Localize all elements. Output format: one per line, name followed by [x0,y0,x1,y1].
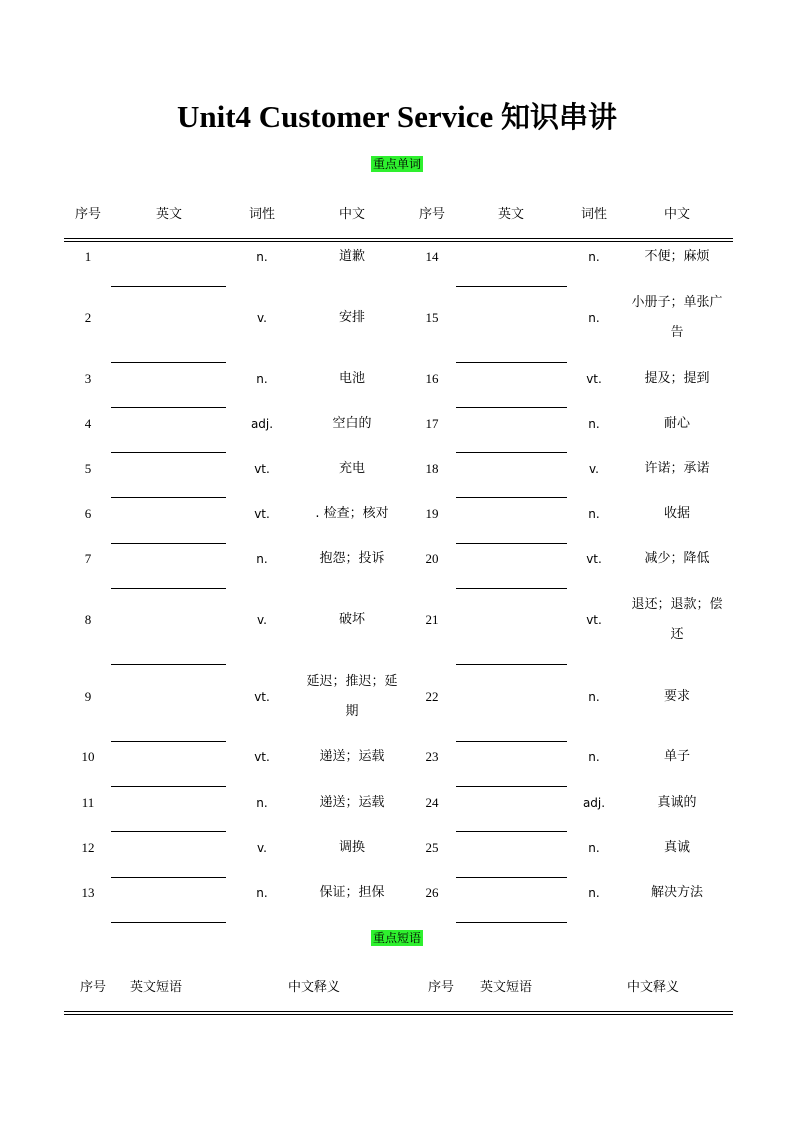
word-chinese-meaning-line: 递送；运载 [319,795,385,810]
english-answer-blank[interactable] [111,452,226,453]
word-chinese-meaning-line: 要求 [663,689,691,704]
word-part-of-speech: n. [588,690,600,704]
word-part-of-speech: adj. [582,796,606,810]
word-chinese-meaning-line: 耐心 [663,416,691,431]
word-number: 23 [425,749,439,764]
header-part-of-speech: 词性 [580,207,608,222]
word-chinese-meaning-line: 充电 [338,461,366,476]
word-part-of-speech: n. [588,886,600,900]
word-part-of-speech: n. [588,750,600,764]
word-chinese-meaning [319,742,384,772]
word-chinese-meaning-line: 减少；降低 [644,551,710,566]
english-answer-blank[interactable] [456,831,567,832]
word-part-of-speech: n. [588,417,600,431]
word-chinese-meaning [339,833,365,863]
word-chinese-meaning-line: 解决方法 [650,885,704,900]
word-part-of-speech: v. [257,841,267,855]
word-chinese-meaning-line: 许诺；承诺 [644,461,710,476]
word-chinese-meaning-line: . 检查；核对 [315,506,389,521]
word-chinese-meaning-line: 调换 [338,840,366,855]
word-part-of-speech: vt. [254,507,270,521]
word-number: 11 [81,795,95,810]
word-chinese-meaning-line: 真诚 [663,840,691,855]
word-number: 5 [84,461,92,476]
word-chinese-meaning [339,303,365,333]
word-chinese-meaning-line: 保证；担保 [319,885,385,900]
english-answer-blank[interactable] [111,741,226,742]
word-chinese-meaning-line: 真诚的 [657,795,697,810]
word-chinese-meaning [664,833,690,863]
header-number: 序号 [79,980,107,995]
english-answer-blank[interactable] [111,407,226,408]
header-english-phrase: 英文短语 [129,980,183,995]
word-number: 2 [84,310,92,325]
english-answer-blank[interactable] [111,831,226,832]
word-chinese-meaning [315,499,388,529]
english-answer-blank[interactable] [456,877,567,878]
word-number: 4 [84,416,92,431]
word-chinese-meaning [664,682,690,712]
word-number: 25 [425,840,439,855]
english-answer-blank[interactable] [111,664,226,665]
header-chinese: 中文 [663,207,691,222]
word-number: 13 [81,885,95,900]
word-chinese-meaning-line: 抱怨；投诉 [319,551,385,566]
word-chinese-meaning-line: 期 [345,704,359,719]
word-number: 17 [425,416,439,431]
word-part-of-speech: adj. [250,417,274,431]
word-part-of-speech: v. [257,613,267,627]
word-chinese-meaning [339,605,365,635]
word-chinese-meaning-line: 安排 [338,310,366,325]
page-title [0,95,794,136]
word-number: 15 [425,310,439,325]
word-part-of-speech: vt. [254,750,270,764]
word-number: 22 [425,689,439,704]
word-chinese-meaning-line: 道歉 [338,249,366,264]
word-number: 7 [84,551,92,566]
header-number: 序号 [418,207,446,222]
word-chinese-meaning-line: 告 [670,325,684,340]
word-chinese-meaning-line: 递送；运载 [319,749,385,764]
word-part-of-speech: n. [588,311,600,325]
english-answer-blank[interactable] [111,362,226,363]
word-chinese-meaning-line: 小册子；单张广 [631,295,723,310]
english-answer-blank[interactable] [111,877,226,878]
title-english: Unit4 Customer Service [176,99,494,134]
word-part-of-speech: v. [589,462,599,476]
word-chinese-meaning [306,667,397,727]
word-part-of-speech: vt. [586,372,602,386]
table-rule [64,1011,733,1012]
word-chinese-meaning [657,788,696,818]
word-chinese-meaning [644,364,709,394]
word-chinese-meaning [332,409,371,439]
header-english-phrase: 英文短语 [479,980,533,995]
word-chinese-meaning [631,288,722,348]
word-part-of-speech: n. [256,372,268,386]
word-number: 14 [425,249,439,264]
english-answer-blank[interactable] [456,664,567,665]
english-answer-blank[interactable] [456,741,567,742]
word-chinese-meaning-line: 单子 [663,749,691,764]
english-answer-blank[interactable] [456,497,567,498]
section-label-key-words: 重点单词 [372,157,422,171]
header-number: 序号 [427,980,455,995]
word-part-of-speech: vt. [586,552,602,566]
word-part-of-speech: v. [257,311,267,325]
word-number: 3 [84,371,92,386]
english-answer-blank[interactable] [111,543,226,544]
word-chinese-meaning [664,409,690,439]
word-part-of-speech: n. [256,796,268,810]
word-number: 26 [425,885,439,900]
english-answer-blank[interactable] [456,588,567,589]
word-chinese-meaning [631,590,722,650]
english-answer-blank[interactable] [456,286,567,287]
header-english: 英文 [155,207,183,222]
word-chinese-meaning [319,878,384,908]
word-chinese-meaning-line: 延迟；推迟；延 [306,674,398,689]
english-answer-blank[interactable] [456,543,567,544]
word-chinese-meaning [644,544,709,574]
word-chinese-meaning [339,364,365,394]
word-chinese-meaning-line: 还 [670,627,684,642]
word-chinese-meaning-line: 提及；提到 [644,371,710,386]
english-answer-blank[interactable] [456,786,567,787]
word-part-of-speech: vt. [254,690,270,704]
word-number: 20 [425,551,439,566]
header-english: 英文 [497,207,525,222]
word-chinese-meaning-line: 收据 [663,506,691,521]
table-rule [64,238,733,239]
english-answer-blank[interactable] [456,452,567,453]
word-part-of-speech: n. [256,886,268,900]
word-chinese-meaning [644,242,709,272]
word-part-of-speech: n. [588,507,600,521]
word-number: 8 [84,612,92,627]
section-label-key-phrases: 重点短语 [372,931,422,945]
english-answer-blank[interactable] [456,362,567,363]
english-answer-blank[interactable] [456,922,567,923]
word-number: 9 [84,689,92,704]
word-chinese-meaning [664,742,690,772]
word-chinese-meaning [644,454,709,484]
english-answer-blank[interactable] [111,588,226,589]
english-answer-blank[interactable] [111,786,226,787]
word-number: 10 [81,749,95,764]
word-chinese-meaning-line: 电池 [338,371,366,386]
word-number: 12 [81,840,95,855]
word-number: 6 [84,506,92,521]
word-chinese-meaning [319,544,384,574]
word-part-of-speech: n. [256,250,268,264]
word-number: 16 [425,371,439,386]
header-part-of-speech: 词性 [248,207,276,222]
word-chinese-meaning [319,788,384,818]
word-chinese-meaning-line: 退还；退款；偿 [631,597,723,612]
header-number: 序号 [74,207,102,222]
word-chinese-meaning [664,499,690,529]
english-answer-blank[interactable] [111,497,226,498]
word-number: 1 [84,249,92,264]
word-part-of-speech: vt. [254,462,270,476]
word-chinese-meaning-line: 空白的 [332,416,372,431]
header-chinese-meaning: 中文释义 [626,980,680,995]
word-part-of-speech: n. [588,841,600,855]
table-rule [64,241,733,242]
word-part-of-speech: n. [588,250,600,264]
word-chinese-meaning [339,454,365,484]
word-chinese-meaning [339,242,365,272]
word-chinese-meaning-line: 不便；麻烦 [644,249,710,264]
word-chinese-meaning [651,878,703,908]
word-number: 18 [425,461,439,476]
word-number: 21 [425,612,439,627]
word-part-of-speech: n. [256,552,268,566]
table-rule [64,1014,733,1015]
english-answer-blank[interactable] [456,407,567,408]
english-answer-blank[interactable] [111,922,226,923]
word-chinese-meaning-line: 破坏 [338,612,366,627]
word-number: 19 [425,506,439,521]
word-number: 24 [425,795,439,810]
header-chinese: 中文 [338,207,366,222]
title-chinese: 知识串讲 [501,100,618,134]
english-answer-blank[interactable] [111,286,226,287]
header-chinese-meaning: 中文释义 [287,980,341,995]
word-part-of-speech: vt. [586,613,602,627]
